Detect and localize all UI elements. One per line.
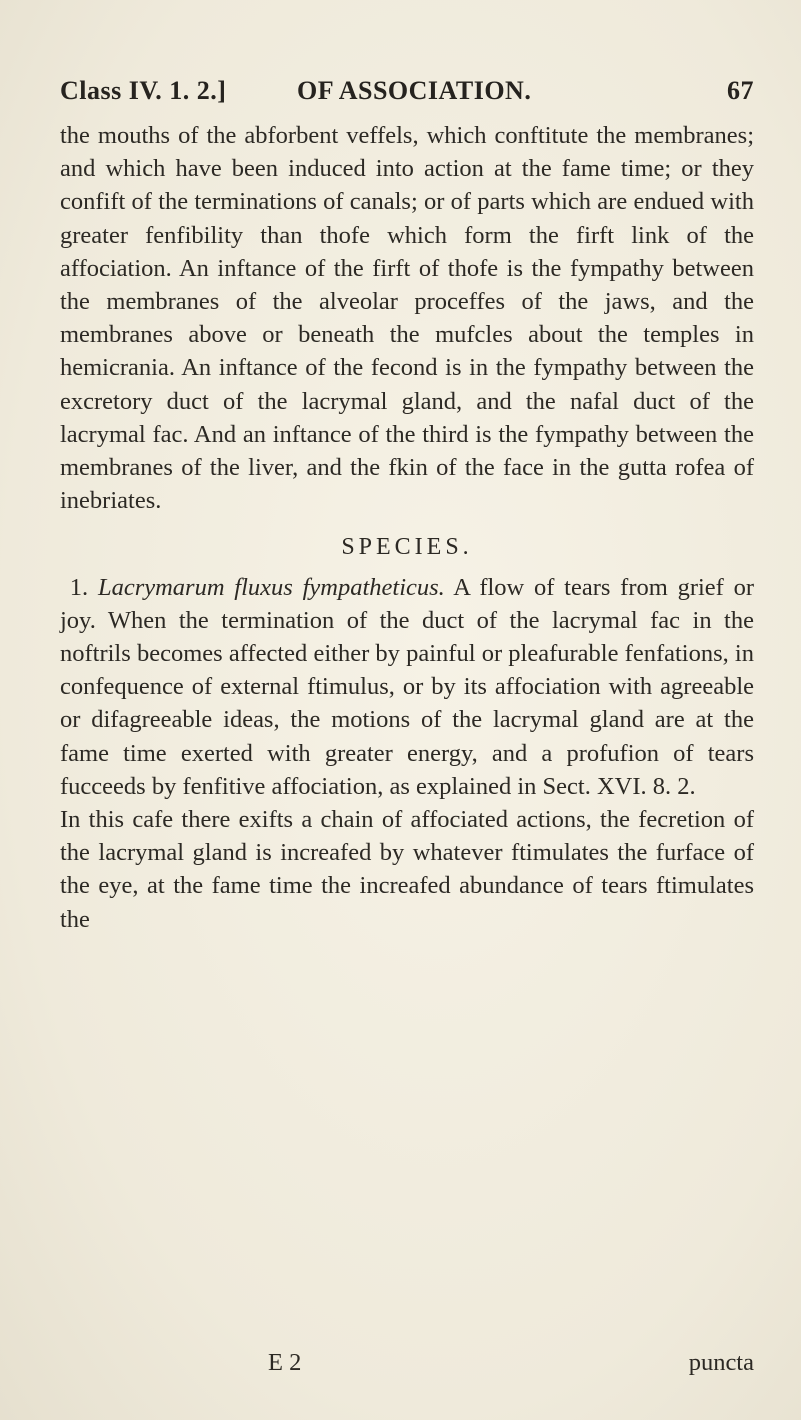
- paragraph-1: the mouths of the abforbent veffels, which conftitute the membranes; and which have been induced into action at the fame time; or they confift of the terminations of canals; or of parts which are endued with greater fenfibility than thofe which form the firft link of the affociation. An inftance of the firft of thofe is the fympathy between the membranes of the alveolar proceffes of the jaws, and the membranes above or beneath the mufcles about the temples in hemicrania. An inftance of the fecond is in the fympathy between the excretory duct of the lacrymal gland, and the nafal duct of the lacrymal fac. And an inftance of the third is the fympathy between the membranes of the liver, and the fkin of the face in the gutta rofea of inebriates.: [60, 122, 754, 515]
- paragraph-3: In this cafe there exifts a chain of affociated actions, the fecretion of the lacrymal gland is increafed by whatever ftimulates the furface of the eye, at the fame time the increafed abundance of tears ftimulates the: [60, 806, 754, 933]
- page-title: OF ASSOCIATION.: [297, 76, 532, 105]
- entry-description: A flow of tears from grief or joy. When the termination of the duct of the lacrymal fac in the noftrils becomes affected either by painful or pleafurable fenfations, in confequence of external ftimulus, or by its affociation with agreeable or difagreeable ideas, the motions of the lacrymal gland are at the fame time exerted with greater energy, and a profufion of tears fucceeds by fenfitive affociation, as explained in Sect. XVI. 8. 2.: [60, 573, 755, 800]
- species-heading: SPECIES.: [341, 534, 473, 561]
- page-number: 67: [727, 76, 754, 105]
- paragraph-2: [60, 571, 754, 803]
- body-text: [60, 119, 754, 936]
- entry-latin-name: Lacrymarum fluxus fympatheticus.: [97, 573, 445, 601]
- catchword: puncta: [688, 1349, 754, 1376]
- page-footer: [60, 1349, 754, 1385]
- class-label: Class IV. 1. 2.]: [60, 76, 227, 105]
- signature-mark: E 2: [268, 1349, 302, 1376]
- running-header: [60, 70, 754, 114]
- entry-number: 1.: [69, 573, 89, 601]
